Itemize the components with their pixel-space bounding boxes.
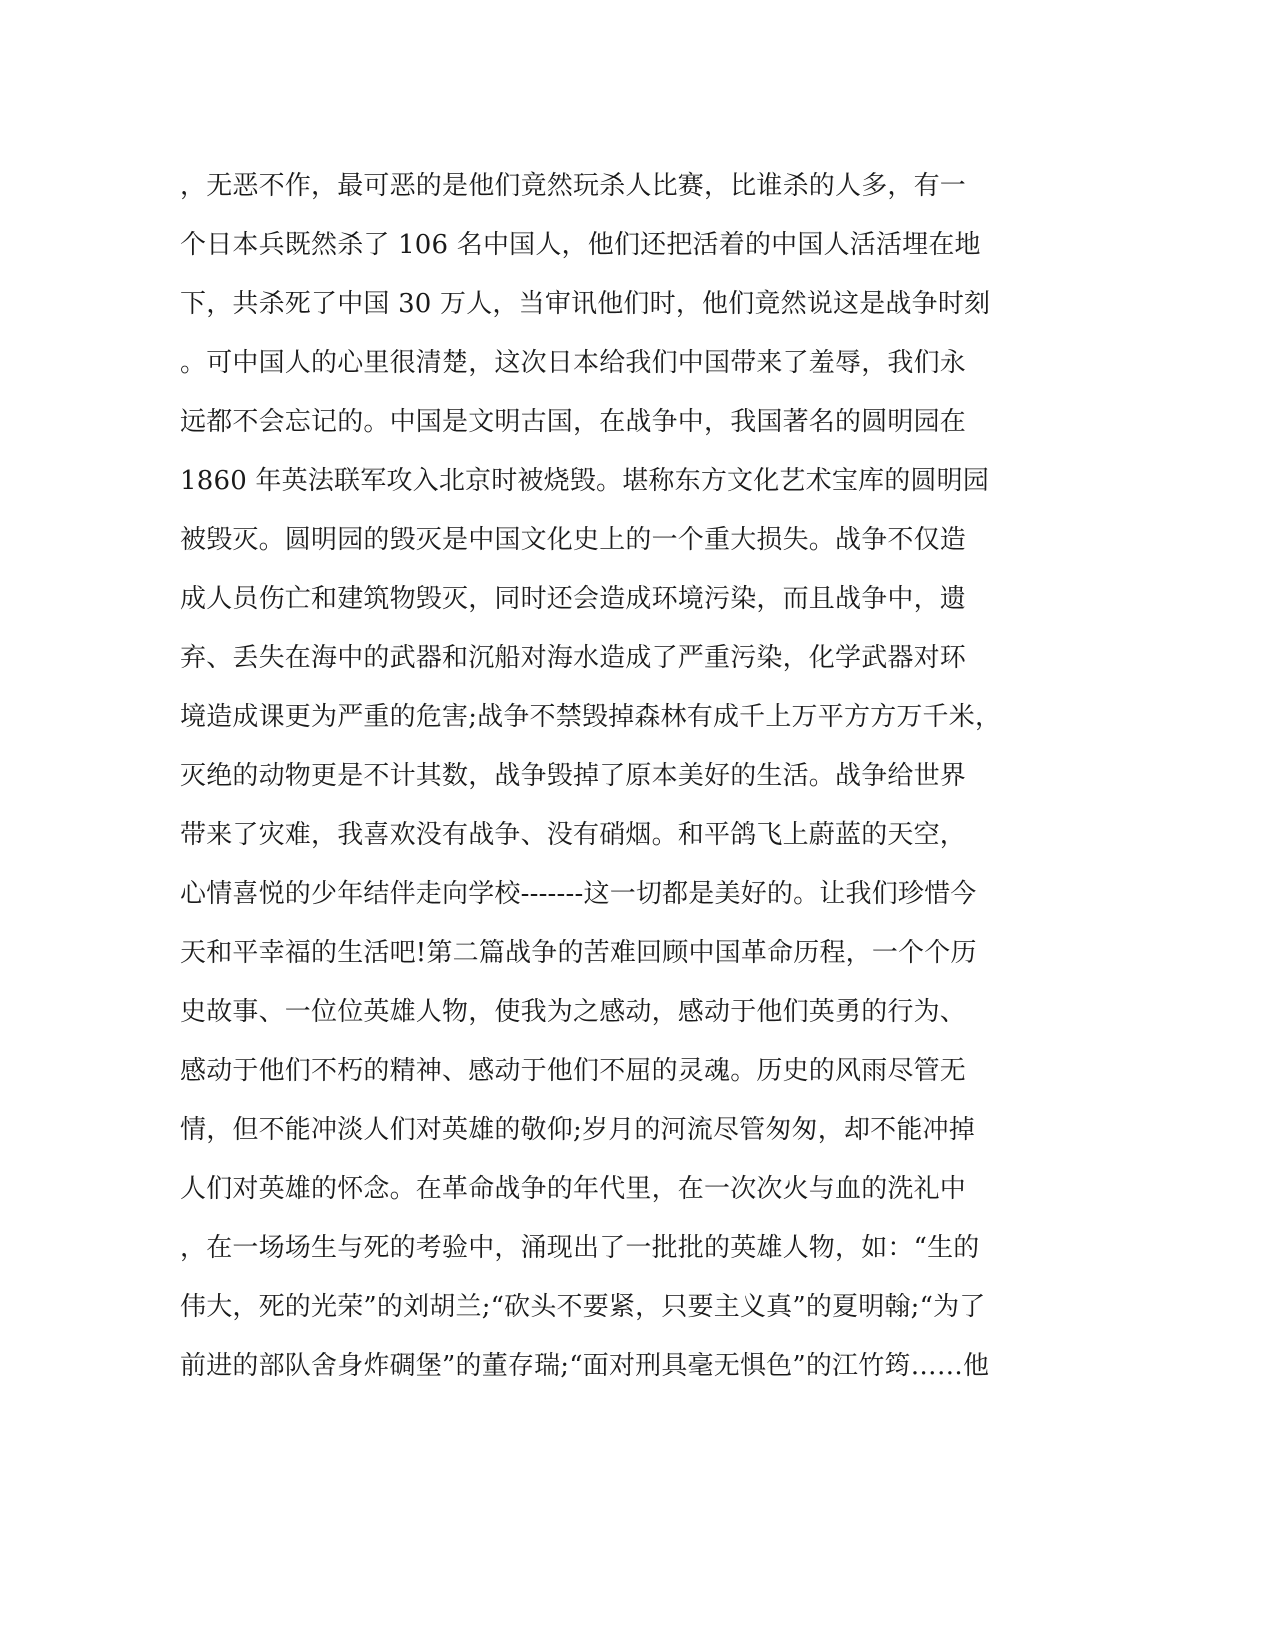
text-line: 成人员伤亡和建筑物毁灭，同时还会造成环境污染，而且战争中，遗 — [180, 584, 967, 614]
text-line: 。可中国人的心里很清楚，这次日本给我们中国带来了羞辱，我们永 — [180, 348, 967, 378]
text-line: 伟大，死的光荣”的刘胡兰;“砍头不要紧，只要主义真”的夏明翰;“为了 — [180, 1292, 986, 1322]
text-line: 下，共杀死了中国 30 万人，当审讯他们时，他们竟然说这是战争时刻 — [180, 289, 991, 319]
text-line: 1860 年英法联军攻入北京时被烧毁。堪称东方文化艺术宝库的圆明园 — [180, 466, 990, 496]
text-line: 带来了灾难，我喜欢没有战争、没有硝烟。和平鸽飞上蔚蓝的天空， — [180, 820, 967, 850]
text-line: 情，但不能冲淡人们对英雄的敬仰;岁月的河流尽管匆匆，却不能冲掉 — [180, 1115, 975, 1145]
text-line: 天和平幸福的生活吧!第二篇战争的苦难回顾中国革命历程，一个个历 — [180, 938, 977, 968]
text-line: 感动于他们不朽的精神、感动于他们不屈的灵魂。历史的风雨尽管无 — [180, 1056, 967, 1086]
text-line: ，无恶不作，最可恶的是他们竟然玩杀人比赛，比谁杀的人多，有一 — [180, 171, 967, 201]
text-line: 弃、丢失在海中的武器和沉船对海水造成了严重污染，化学武器对环 — [180, 643, 967, 673]
text-line: 远都不会忘记的。中国是文明古国，在战争中，我国著名的圆明园在 — [180, 407, 967, 437]
text-line: 灭绝的动物更是不计其数，战争毁掉了原本美好的生活。战争给世界 — [180, 761, 967, 791]
text-line: 史故事、一位位英雄人物，使我为之感动，感动于他们英勇的行为、 — [180, 997, 967, 1027]
text-line: 被毁灭。圆明园的毁灭是中国文化史上的一个重大损失。战争不仅造 — [180, 525, 967, 555]
body-text — [180, 164, 1040, 1403]
text-line: 人们对英雄的怀念。在革命战争的年代里，在一次次火与血的洗礼中 — [180, 1174, 967, 1204]
text-line: 前进的部队舍身炸碉堡”的董存瑞;“面对刑具毫无惧色”的江竹筠……他 — [180, 1351, 990, 1381]
text-line: 心情喜悦的少年结伴走向学校-------这一切都是美好的。让我们珍惜今 — [180, 879, 977, 909]
text-line: 个日本兵既然杀了 106 名中国人，他们还把活着的中国人活活埋在地 — [180, 230, 981, 260]
text-line: 境造成课更为严重的危害;战争不禁毁掉森林有成千上万平方方万千米， — [180, 702, 1002, 732]
text-line: ，在一场场生与死的考验中，涌现出了一批批的英雄人物，如：“生的 — [180, 1233, 980, 1263]
